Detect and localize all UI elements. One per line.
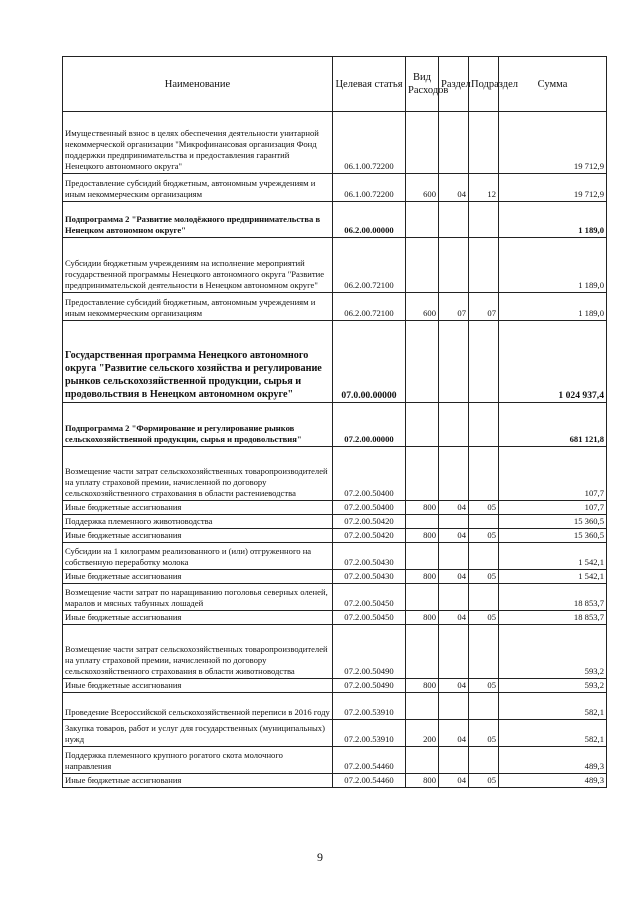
row-pod: 05 (469, 501, 499, 515)
header-name: Наименование (63, 57, 333, 112)
row-code: 07.2.00.00000 (333, 403, 406, 447)
row-razdel (439, 543, 469, 570)
row-pod (469, 403, 499, 447)
row-sum: 18 853,7 (499, 584, 607, 611)
row-sum: 18 853,7 (499, 611, 607, 625)
row-code: 07.2.00.50490 (333, 679, 406, 693)
table-row (63, 747, 607, 774)
row-code: 07.2.00.50430 (333, 570, 406, 584)
table-row (63, 501, 607, 515)
row-pod (469, 321, 499, 403)
row-sum: 489,3 (499, 774, 607, 788)
row-vid (406, 693, 439, 720)
row-name: Иные бюджетные ассигнования (63, 501, 333, 515)
row-pod (469, 693, 499, 720)
row-pod (469, 747, 499, 774)
table-row (63, 774, 607, 788)
row-sum: 489,3 (499, 747, 607, 774)
table-row (63, 515, 607, 529)
row-razdel (439, 584, 469, 611)
table-header-row (63, 57, 607, 112)
row-pod (469, 515, 499, 529)
table-row (63, 543, 607, 570)
row-vid (406, 202, 439, 238)
row-name: Поддержка племенного крупного рогатого скота молочного направления (63, 747, 333, 774)
table-row (63, 570, 607, 584)
row-vid: 800 (406, 570, 439, 584)
row-pod (469, 202, 499, 238)
row-name: Иные бюджетные ассигнования (63, 570, 333, 584)
row-name: Иные бюджетные ассигнования (63, 679, 333, 693)
table-row (63, 611, 607, 625)
row-code: 07.2.00.50420 (333, 529, 406, 543)
row-code: 07.2.00.50450 (333, 584, 406, 611)
table-row (63, 321, 607, 403)
row-sum: 107,7 (499, 501, 607, 515)
row-razdel (439, 202, 469, 238)
row-name: Подпрограмма 2 "Развитие молодёжного предпринимательства в Ненецком автономном округе" (63, 202, 333, 238)
table-row (63, 693, 607, 720)
row-pod: 07 (469, 293, 499, 321)
budget-table (62, 56, 607, 788)
row-name: Государственная программа Ненецкого автономного округа "Развитие сельского хозяйства и регулирование рынков сельскохозяйственной продукции, сырья и продовольствия в Ненецком автономном округе" (63, 321, 333, 403)
row-name: Поддержка племенного животноводства (63, 515, 333, 529)
row-razdel: 04 (439, 720, 469, 747)
row-sum: 1 189,0 (499, 238, 607, 293)
header-razdel: Раздел (439, 57, 469, 112)
row-code: 07.0.00.00000 (333, 321, 406, 403)
row-pod: 12 (469, 174, 499, 202)
row-name: Возмещение части затрат сельскохозяйственных товаропроизводителей на уплату страховой премии, начисленной по договору сельскохозяйственного страхования в области растениеводства (63, 447, 333, 501)
table-row (63, 174, 607, 202)
row-razdel (439, 693, 469, 720)
row-pod (469, 112, 499, 174)
table-row (63, 293, 607, 321)
table-row (63, 238, 607, 293)
row-vid (406, 238, 439, 293)
row-name: Имущественный взнос в целях обеспечения деятельности унитарной некоммерческой организации "Микрофинансовая организация Фонд поддержки предпринимательства и предоставления гарантий Ненецкого автономного округа" (63, 112, 333, 174)
row-code: 07.2.00.50450 (333, 611, 406, 625)
row-razdel: 04 (439, 679, 469, 693)
row-pod: 05 (469, 774, 499, 788)
row-razdel (439, 238, 469, 293)
row-code: 06.2.00.72100 (333, 293, 406, 321)
row-vid (406, 447, 439, 501)
row-name: Предоставление субсидий бюджетным, автономным учреждениям и иным некоммерческим организациям (63, 293, 333, 321)
row-name: Проведение Всероссийской сельскохозяйственной переписи в 2016 году (63, 693, 333, 720)
row-pod: 05 (469, 679, 499, 693)
row-pod: 05 (469, 570, 499, 584)
table-row (63, 679, 607, 693)
header-target: Целевая статья (333, 57, 406, 112)
row-vid (406, 403, 439, 447)
row-razdel (439, 625, 469, 679)
row-vid (406, 625, 439, 679)
row-pod (469, 625, 499, 679)
table-row (63, 720, 607, 747)
row-razdel (439, 747, 469, 774)
row-sum: 1 542,1 (499, 570, 607, 584)
row-sum: 19 712,9 (499, 112, 607, 174)
row-name: Закупка товаров, работ и услуг для государственных (муниципальных) нужд (63, 720, 333, 747)
row-sum: 15 360,5 (499, 515, 607, 529)
row-vid (406, 747, 439, 774)
table-row (63, 403, 607, 447)
row-sum: 19 712,9 (499, 174, 607, 202)
row-code: 07.2.00.50400 (333, 447, 406, 501)
row-pod: 05 (469, 720, 499, 747)
row-name: Предоставление субсидий бюджетным, автономным учреждениям и иным некоммерческим организациям (63, 174, 333, 202)
row-name: Подпрограмма 2 "Формирование и регулирование рынков сельскохозяйственной продукции, сырья и продовольствия" (63, 403, 333, 447)
row-code: 06.1.00.72200 (333, 174, 406, 202)
row-code: 06.2.00.72100 (333, 238, 406, 293)
row-name: Иные бюджетные ассигнования (63, 774, 333, 788)
row-vid: 800 (406, 774, 439, 788)
table-row (63, 625, 607, 679)
row-razdel: 04 (439, 570, 469, 584)
row-pod: 05 (469, 611, 499, 625)
row-razdel (439, 447, 469, 501)
row-sum: 593,2 (499, 679, 607, 693)
header-podrazdel: Подраздел (469, 57, 499, 112)
row-code: 06.2.00.00000 (333, 202, 406, 238)
page-number: 9 (317, 850, 323, 864)
row-vid: 600 (406, 293, 439, 321)
row-pod (469, 238, 499, 293)
row-code: 07.2.00.53910 (333, 693, 406, 720)
row-name: Возмещение части затрат по наращиванию поголовья северных оленей, маралов и мясных табунных лошадей (63, 584, 333, 611)
row-vid (406, 321, 439, 403)
row-pod (469, 584, 499, 611)
row-vid (406, 584, 439, 611)
row-pod (469, 543, 499, 570)
row-vid (406, 515, 439, 529)
row-sum: 1 542,1 (499, 543, 607, 570)
header-sum: Сумма (499, 57, 607, 112)
row-razdel: 07 (439, 293, 469, 321)
row-sum: 1 024 937,4 (499, 321, 607, 403)
table-row (63, 112, 607, 174)
row-razdel: 04 (439, 529, 469, 543)
row-pod: 05 (469, 529, 499, 543)
row-code: 07.2.00.50490 (333, 625, 406, 679)
row-pod (469, 447, 499, 501)
row-vid: 600 (406, 174, 439, 202)
row-razdel (439, 403, 469, 447)
row-razdel: 04 (439, 174, 469, 202)
row-sum: 1 189,0 (499, 293, 607, 321)
row-vid: 800 (406, 611, 439, 625)
row-name: Иные бюджетные ассигнования (63, 611, 333, 625)
header-vid: Вид Расходов (406, 57, 439, 112)
row-sum: 593,2 (499, 625, 607, 679)
row-name: Субсидии бюджетным учреждениям на исполнение мероприятий государственной программы Ненецкого автономного округа "Развитие предпринимательской деятельности в Ненецком автономном округе" (63, 238, 333, 293)
row-sum: 582,1 (499, 693, 607, 720)
table-row (63, 584, 607, 611)
row-code: 07.2.00.54460 (333, 747, 406, 774)
row-razdel: 04 (439, 501, 469, 515)
row-razdel (439, 321, 469, 403)
row-sum: 681 121,8 (499, 403, 607, 447)
row-vid: 200 (406, 720, 439, 747)
table-row (63, 529, 607, 543)
row-code: 07.2.00.54460 (333, 774, 406, 788)
row-sum: 107,7 (499, 447, 607, 501)
row-code: 07.2.00.50420 (333, 515, 406, 529)
row-code: 07.2.00.50400 (333, 501, 406, 515)
row-vid (406, 543, 439, 570)
table-row (63, 202, 607, 238)
row-vid: 800 (406, 501, 439, 515)
row-sum: 1 189,0 (499, 202, 607, 238)
row-name: Возмещение части затрат сельскохозяйственных товаропроизводителей на уплату страховой премии, начисленной по договору сельскохозяйственного страхования в области животноводства (63, 625, 333, 679)
row-code: 06.1.00.72200 (333, 112, 406, 174)
row-sum: 15 360,5 (499, 529, 607, 543)
table-row (63, 447, 607, 501)
row-name: Субсидии на 1 килограмм реализованного и (или) отгруженного на собственную переработку молока (63, 543, 333, 570)
row-code: 07.2.00.50430 (333, 543, 406, 570)
row-razdel: 04 (439, 774, 469, 788)
row-code: 07.2.00.53910 (333, 720, 406, 747)
row-vid: 800 (406, 529, 439, 543)
row-razdel (439, 515, 469, 529)
row-razdel: 04 (439, 611, 469, 625)
row-vid (406, 112, 439, 174)
row-sum: 582,1 (499, 720, 607, 747)
row-razdel (439, 112, 469, 174)
row-name: Иные бюджетные ассигнования (63, 529, 333, 543)
row-vid: 800 (406, 679, 439, 693)
